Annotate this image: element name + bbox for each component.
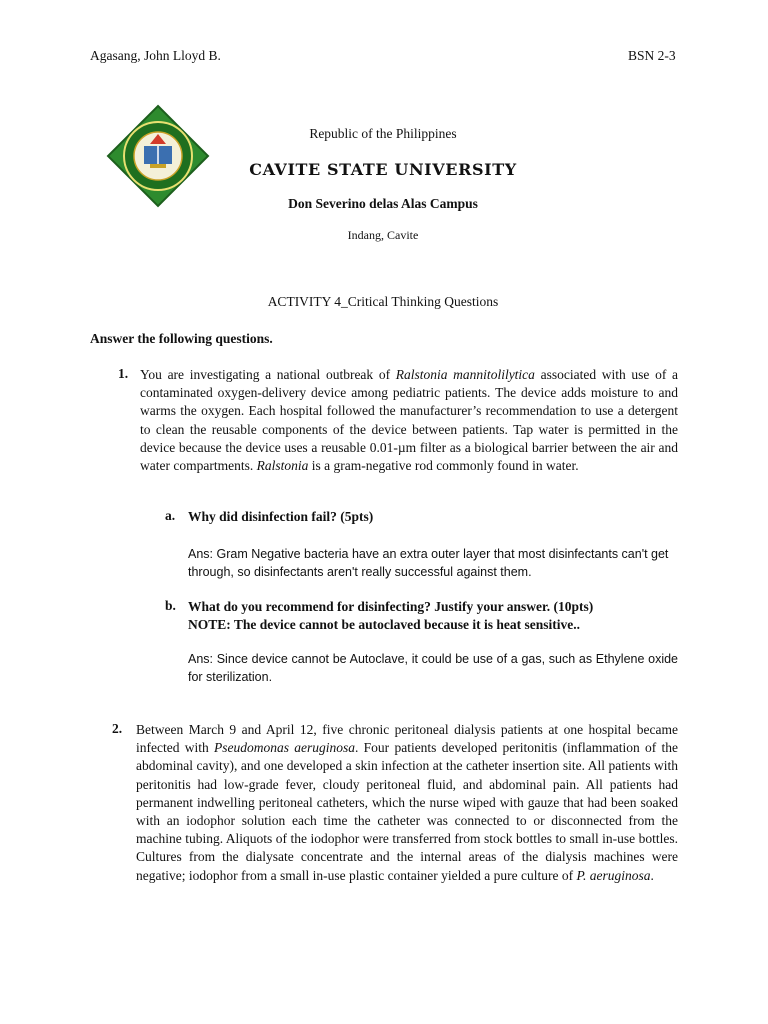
subquestion-a-text: Why did disinfection fail? (5pts) <box>188 509 374 524</box>
town-name: Indang, Cavite <box>347 228 419 242</box>
q2-text-part: . Four patients developed peritonitis (inflammation of the abdominal cavity), and one developed a skin infection at the catheter insertion site. All patients with peritonitis had low-grade fever, cloudy peritoneal fluid, and abdominal pain. All patients had permanent indwelling peritoneal catheters, which the nurse wiped with gauze that had been soaked with an iodophor solution each time the catheter was connected to or disconnected from the machine tubing. Aliquots of the iodophor were transferred from stock bottles to small in-use bottles. Cultures from the dialysate concentrate and the internal areas of the dialysis machines were negative; iodophor from a small in-use plastic container yielded a pure culture of <box>136 740 678 883</box>
question-2-number: 2. <box>112 721 123 736</box>
question-1-text <box>140 366 678 475</box>
subquestion-b-question: What do you recommend for disinfecting? Justify your answer. (10pts) <box>188 599 594 614</box>
campus-name: Don Severino delas Alas Campus <box>288 196 478 211</box>
q2-organism-name: P. aeruginosa <box>576 867 651 883</box>
university-name: CAVITE STATE UNIVERSITY <box>249 160 517 179</box>
q1-text-part: associated with use of a contaminated oxygen-delivery device among pediatric patients. The device adds moisture to and warms the oxygen. Each hospital followed the manufacturer’s recommendation to use a detergent to clean the reusable components of the device between patients. Tap water is permitted in the device because the device uses a reusable 0.01-µm filter as a biological barrier between the air and water compartments. <box>140 367 678 474</box>
activity-title: ACTIVITY 4_Critical Thinking Questions <box>267 294 499 309</box>
question-2-text <box>136 721 678 885</box>
q1-organism-name: Ralstonia <box>256 458 309 474</box>
subquestion-b-answer: Ans: Since device cannot be Autoclave, it could be use of a gas, such as Ethylene oxide for sterilization. <box>188 652 678 684</box>
student-section: BSN 2-3 <box>628 48 676 63</box>
subquestion-b-text <box>188 598 668 634</box>
q1-text-part: is a gram-negative rod commonly found in water. <box>308 458 579 474</box>
republic-line: Republic of the Philippines <box>309 126 457 141</box>
student-name: Agasang, John Lloyd B. <box>90 48 221 63</box>
subquestion-b-note: NOTE: The device cannot be autoclaved because it is heat sensitive.. <box>188 617 580 633</box>
q2-organism-name: Pseudomonas aeruginosa <box>214 740 356 756</box>
q2-text-part: Between March 9 and April 12, five chronic peritoneal dialysis patients at one hospital became infected with <box>136 722 678 756</box>
q1-organism-name: Ralstonia mannitolilytica <box>395 367 535 382</box>
q1-text-part: You are investigating a national outbreak of <box>140 367 396 382</box>
subquestion-a-answer: Ans: Gram Negative bacteria have an extra outer layer that most disinfectants can't get through, so disinfectants aren't really successful against them. <box>188 547 669 579</box>
q2-text-part: . <box>650 867 654 883</box>
university-seal-logo <box>106 104 210 208</box>
subquestion-b-label: b. <box>165 598 176 613</box>
question-1-number: 1. <box>118 366 129 381</box>
subquestion-a-label: a. <box>165 508 176 523</box>
instructions: Answer the following questions. <box>90 331 273 346</box>
